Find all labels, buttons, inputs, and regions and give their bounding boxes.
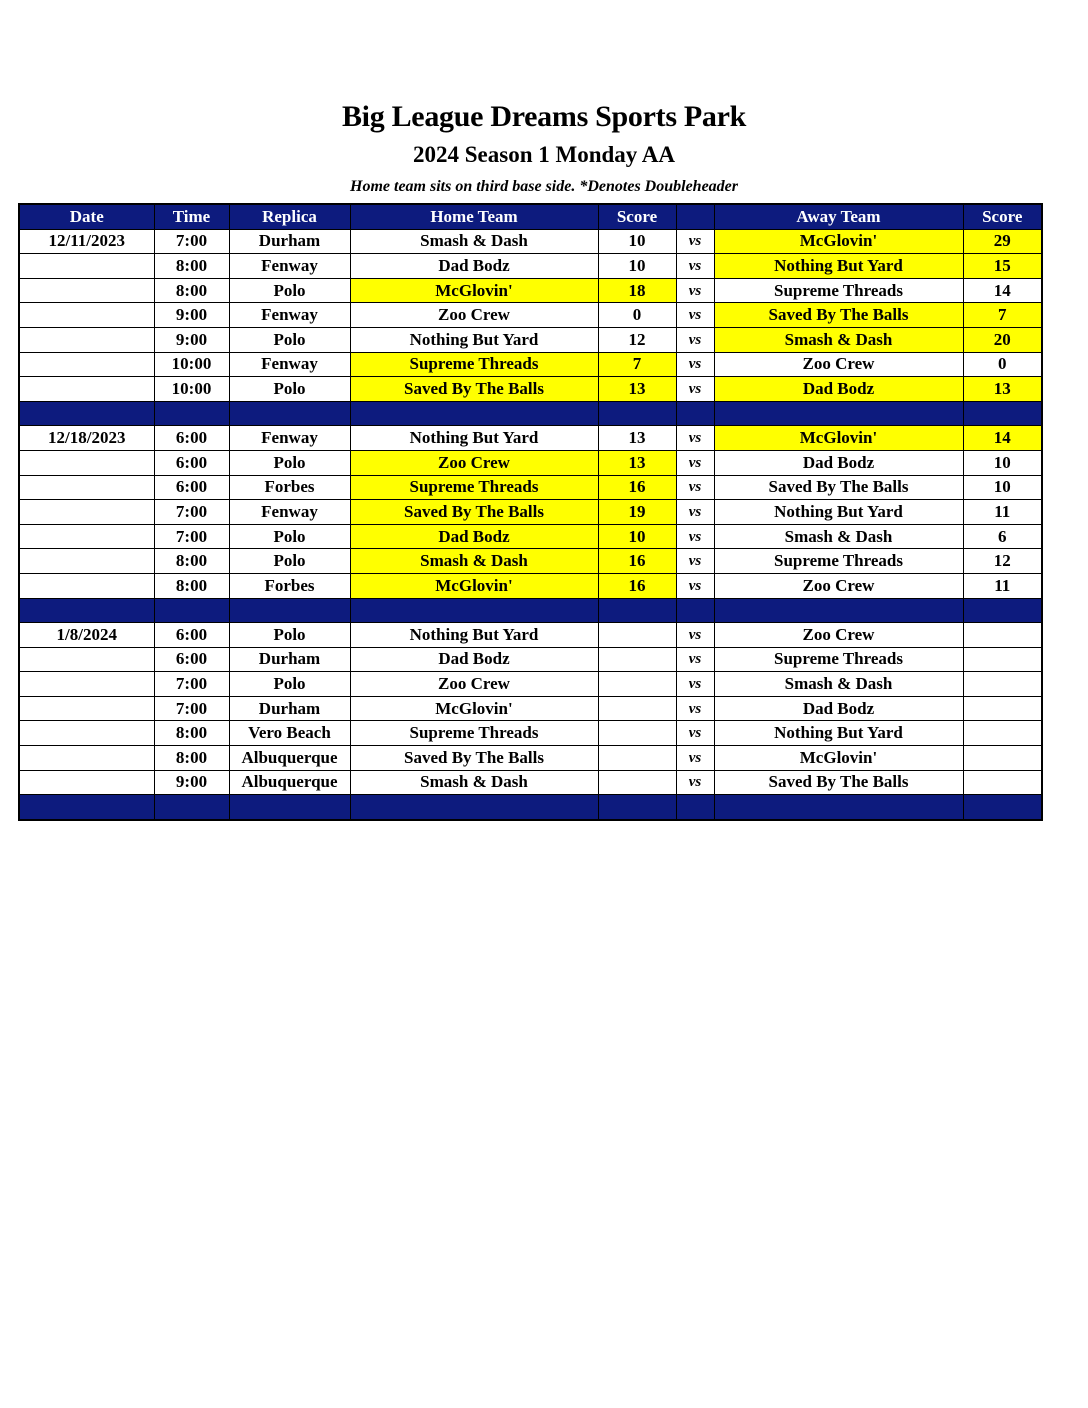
game-time: 6:00: [154, 450, 229, 475]
table-row: [19, 549, 1042, 574]
vs-label: vs: [676, 647, 714, 672]
away-team: Dad Bodz: [714, 450, 963, 475]
game-date: [19, 377, 154, 402]
game-date: [19, 696, 154, 721]
separator-cell: [598, 401, 676, 426]
game-field: Polo: [229, 450, 350, 475]
game-field: Polo: [229, 549, 350, 574]
away-team: Supreme Threads: [714, 647, 963, 672]
away-score: 14: [963, 278, 1042, 303]
home-score: 19: [598, 500, 676, 525]
home-team: Supreme Threads: [350, 475, 598, 500]
game-date: [19, 524, 154, 549]
game-time: 7:00: [154, 696, 229, 721]
game-field: Durham: [229, 696, 350, 721]
schedule-note: Home team sits on third base side. *Denotes Doubleheader: [350, 178, 738, 195]
game-field: Durham: [229, 647, 350, 672]
table-row: [19, 770, 1042, 795]
schedule-body: [19, 229, 1042, 820]
vs-label: vs: [676, 721, 714, 746]
table-row: [19, 500, 1042, 525]
week-separator-row: [19, 401, 1042, 426]
game-date: [19, 672, 154, 697]
game-time: 6:00: [154, 475, 229, 500]
away-team: Nothing But Yard: [714, 254, 963, 279]
away-score: [963, 770, 1042, 795]
away-score: [963, 721, 1042, 746]
away-team: Saved By The Balls: [714, 303, 963, 328]
game-time: 10:00: [154, 377, 229, 402]
away-score: 12: [963, 549, 1042, 574]
table-row: [19, 278, 1042, 303]
home-team: Dad Bodz: [350, 647, 598, 672]
table-row: [19, 352, 1042, 377]
home-score: 13: [598, 450, 676, 475]
away-score: 0: [963, 352, 1042, 377]
table-row: [19, 229, 1042, 254]
game-time: 7:00: [154, 672, 229, 697]
game-time: 9:00: [154, 327, 229, 352]
game-field: Fenway: [229, 426, 350, 451]
away-team: Nothing But Yard: [714, 721, 963, 746]
game-field: Fenway: [229, 500, 350, 525]
vs-label: vs: [676, 500, 714, 525]
game-date: [19, 647, 154, 672]
home-team: Nothing But Yard: [350, 623, 598, 648]
vs-label: vs: [676, 696, 714, 721]
separator-cell: [676, 401, 714, 426]
vs-label: vs: [676, 254, 714, 279]
away-team: Nothing But Yard: [714, 500, 963, 525]
game-field: Vero Beach: [229, 721, 350, 746]
home-score: 16: [598, 573, 676, 598]
away-score: 11: [963, 500, 1042, 525]
col-time-header: Time: [154, 204, 229, 229]
separator-cell: [676, 795, 714, 820]
game-time: 7:00: [154, 229, 229, 254]
game-field: Fenway: [229, 352, 350, 377]
away-team: Smash & Dash: [714, 524, 963, 549]
away-score: [963, 647, 1042, 672]
col-away-team-header: Away Team: [714, 204, 963, 229]
away-score: [963, 696, 1042, 721]
separator-cell: [229, 598, 350, 623]
game-field: Albuquerque: [229, 770, 350, 795]
home-team: Zoo Crew: [350, 303, 598, 328]
home-score: 16: [598, 549, 676, 574]
home-score: 7: [598, 352, 676, 377]
game-date: [19, 278, 154, 303]
home-team: Saved By The Balls: [350, 500, 598, 525]
vs-label: vs: [676, 229, 714, 254]
separator-cell: [350, 795, 598, 820]
game-time: 10:00: [154, 352, 229, 377]
table-row: [19, 721, 1042, 746]
game-field: Polo: [229, 278, 350, 303]
away-team: Supreme Threads: [714, 549, 963, 574]
vs-label: vs: [676, 672, 714, 697]
separator-cell: [154, 598, 229, 623]
separator-cell: [350, 401, 598, 426]
game-time: 8:00: [154, 573, 229, 598]
vs-label: vs: [676, 352, 714, 377]
game-date: [19, 500, 154, 525]
game-time: 7:00: [154, 524, 229, 549]
game-date: [19, 746, 154, 771]
home-score: [598, 672, 676, 697]
home-team: Zoo Crew: [350, 450, 598, 475]
home-score: [598, 770, 676, 795]
home-score: 10: [598, 254, 676, 279]
game-field: Durham: [229, 229, 350, 254]
game-time: 8:00: [154, 549, 229, 574]
away-score: [963, 746, 1042, 771]
separator-cell: [229, 795, 350, 820]
game-field: Polo: [229, 524, 350, 549]
home-team: McGlovin': [350, 696, 598, 721]
away-score: [963, 672, 1042, 697]
week-separator-row: [19, 598, 1042, 623]
table-row: [19, 573, 1042, 598]
game-time: 8:00: [154, 721, 229, 746]
vs-label: vs: [676, 426, 714, 451]
table-row: [19, 696, 1042, 721]
away-team: Saved By The Balls: [714, 770, 963, 795]
home-team: McGlovin': [350, 573, 598, 598]
away-score: 29: [963, 229, 1042, 254]
vs-label: vs: [676, 303, 714, 328]
home-team: Smash & Dash: [350, 770, 598, 795]
game-date: 12/11/2023: [19, 229, 154, 254]
away-team: Zoo Crew: [714, 573, 963, 598]
game-date: [19, 549, 154, 574]
game-time: 6:00: [154, 647, 229, 672]
game-field: Forbes: [229, 573, 350, 598]
separator-cell: [676, 598, 714, 623]
separator-cell: [963, 401, 1042, 426]
home-score: 13: [598, 377, 676, 402]
col-vs-header: [676, 204, 714, 229]
away-score: 20: [963, 327, 1042, 352]
separator-cell: [154, 401, 229, 426]
game-field: Polo: [229, 327, 350, 352]
home-score: [598, 623, 676, 648]
game-field: Polo: [229, 623, 350, 648]
game-time: 8:00: [154, 746, 229, 771]
separator-cell: [19, 598, 154, 623]
col-date-header: Date: [19, 204, 154, 229]
game-time: 8:00: [154, 254, 229, 279]
game-date: [19, 573, 154, 598]
col-away-score-header: Score: [963, 204, 1042, 229]
col-home-team-header: Home Team: [350, 204, 598, 229]
separator-cell: [19, 795, 154, 820]
separator-cell: [229, 401, 350, 426]
away-team: Zoo Crew: [714, 623, 963, 648]
game-time: 8:00: [154, 278, 229, 303]
away-score: 13: [963, 377, 1042, 402]
separator-cell: [714, 598, 963, 623]
away-team: Smash & Dash: [714, 327, 963, 352]
home-team: Supreme Threads: [350, 721, 598, 746]
separator-cell: [598, 598, 676, 623]
home-score: 12: [598, 327, 676, 352]
table-row: [19, 746, 1042, 771]
table-row: [19, 450, 1042, 475]
game-field: Fenway: [229, 254, 350, 279]
home-score: 18: [598, 278, 676, 303]
away-score: 10: [963, 475, 1042, 500]
game-date: [19, 450, 154, 475]
game-date: [19, 475, 154, 500]
home-team: Dad Bodz: [350, 254, 598, 279]
header-row: [19, 204, 1042, 229]
vs-label: vs: [676, 327, 714, 352]
table-row: [19, 672, 1042, 697]
game-field: Forbes: [229, 475, 350, 500]
home-team: Saved By The Balls: [350, 746, 598, 771]
game-field: Albuquerque: [229, 746, 350, 771]
away-team: Supreme Threads: [714, 278, 963, 303]
game-time: 6:00: [154, 426, 229, 451]
game-date: [19, 770, 154, 795]
game-field: Fenway: [229, 303, 350, 328]
home-team: Smash & Dash: [350, 549, 598, 574]
game-time: 6:00: [154, 623, 229, 648]
home-team: Dad Bodz: [350, 524, 598, 549]
away-score: 14: [963, 426, 1042, 451]
home-score: [598, 696, 676, 721]
table-row: [19, 524, 1042, 549]
col-home-score-header: Score: [598, 204, 676, 229]
home-score: 10: [598, 229, 676, 254]
game-date: 1/8/2024: [19, 623, 154, 648]
vs-label: vs: [676, 278, 714, 303]
away-score: 7: [963, 303, 1042, 328]
separator-cell: [714, 401, 963, 426]
vs-label: vs: [676, 475, 714, 500]
vs-label: vs: [676, 746, 714, 771]
separator-cell: [963, 598, 1042, 623]
home-team: McGlovin': [350, 278, 598, 303]
week-separator-row: [19, 795, 1042, 820]
away-team: Saved By The Balls: [714, 475, 963, 500]
page-title: Big League Dreams Sports Park: [341, 100, 747, 133]
table-row: [19, 327, 1042, 352]
vs-label: vs: [676, 377, 714, 402]
game-field: Polo: [229, 377, 350, 402]
home-team: Saved By The Balls: [350, 377, 598, 402]
separator-cell: [154, 795, 229, 820]
away-team: Dad Bodz: [714, 696, 963, 721]
game-date: [19, 352, 154, 377]
vs-label: vs: [676, 549, 714, 574]
away-team: McGlovin': [714, 746, 963, 771]
vs-label: vs: [676, 524, 714, 549]
table-row: [19, 254, 1042, 279]
away-team: McGlovin': [714, 229, 963, 254]
table-row: [19, 647, 1042, 672]
home-score: 10: [598, 524, 676, 549]
game-date: [19, 327, 154, 352]
game-time: 9:00: [154, 303, 229, 328]
game-date: [19, 721, 154, 746]
home-score: [598, 647, 676, 672]
game-time: 9:00: [154, 770, 229, 795]
away-score: 15: [963, 254, 1042, 279]
separator-cell: [19, 401, 154, 426]
home-team: Smash & Dash: [350, 229, 598, 254]
home-score: 0: [598, 303, 676, 328]
away-team: Dad Bodz: [714, 377, 963, 402]
vs-label: vs: [676, 573, 714, 598]
away-score: [963, 623, 1042, 648]
table-row: [19, 303, 1042, 328]
away-team: Smash & Dash: [714, 672, 963, 697]
vs-label: vs: [676, 623, 714, 648]
page-subtitle: 2024 Season 1 Monday AA: [413, 142, 675, 167]
home-score: [598, 746, 676, 771]
vs-label: vs: [676, 450, 714, 475]
home-team: Nothing But Yard: [350, 426, 598, 451]
table-row: [19, 623, 1042, 648]
separator-cell: [350, 598, 598, 623]
home-team: Zoo Crew: [350, 672, 598, 697]
separator-cell: [963, 795, 1042, 820]
vs-label: vs: [676, 770, 714, 795]
game-date: [19, 254, 154, 279]
game-date: [19, 303, 154, 328]
col-replica-header: Replica: [229, 204, 350, 229]
separator-cell: [598, 795, 676, 820]
away-score: 10: [963, 450, 1042, 475]
home-team: Supreme Threads: [350, 352, 598, 377]
table-row: [19, 475, 1042, 500]
schedule-table: [18, 203, 1043, 821]
game-date: 12/18/2023: [19, 426, 154, 451]
game-field: Polo: [229, 672, 350, 697]
away-team: Zoo Crew: [714, 352, 963, 377]
home-team: Nothing But Yard: [350, 327, 598, 352]
away-team: McGlovin': [714, 426, 963, 451]
separator-cell: [714, 795, 963, 820]
away-score: 6: [963, 524, 1042, 549]
table-row: [19, 426, 1042, 451]
table-row: [19, 377, 1042, 402]
away-score: 11: [963, 573, 1042, 598]
game-time: 7:00: [154, 500, 229, 525]
home-score: 13: [598, 426, 676, 451]
home-score: 16: [598, 475, 676, 500]
home-score: [598, 721, 676, 746]
